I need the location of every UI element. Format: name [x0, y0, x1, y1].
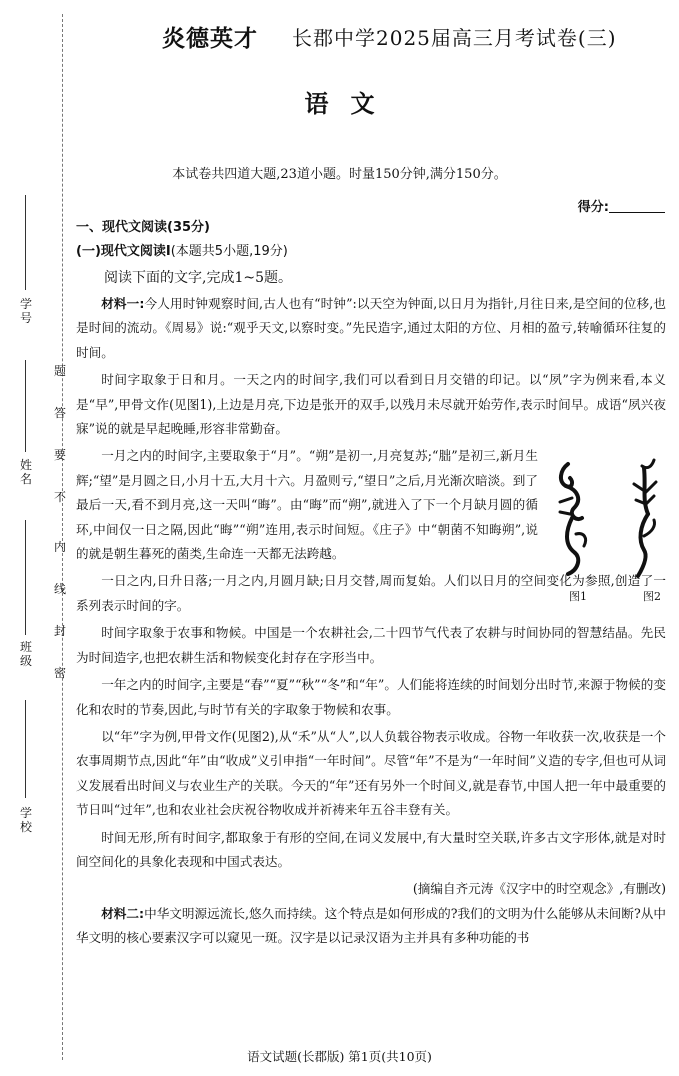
- paragraph: 材料二:中华文明源远流长,悠久而持续。这个特点是如何形成的?我们的文明为什么能够从未间断?从中华文明的核心要素汉字可以窥见一斑。汉字是以记录汉语为主并具有多种功能的书: [76, 905, 666, 946]
- seal-char: 封: [53, 624, 66, 638]
- subsection-title: [76, 240, 666, 264]
- paragraph: 材料一:今人用时钟观察时间,古人也有“时钟”:以天空为钟面,以日月为指针,月往日来,是空间的位移,也是时间的流动。《周易》说:“观乎天文,以察时变。”先民造字,通过太阳的方位、月相的盈亏,转喻循环往复的时间。: [76, 296, 666, 360]
- oracle-nian-glyph-figure: [624, 456, 668, 586]
- score-blank[interactable]: [609, 200, 665, 213]
- oracle-su-glyph-figure: [552, 456, 596, 586]
- material-label: 材料二:: [101, 905, 145, 921]
- seal-char: 不: [53, 490, 66, 504]
- reading-prompt: 阅读下面的文字,完成1~5题。: [104, 270, 292, 286]
- material-source: (摘编自齐元涛《汉字中的时空观念》,有删改): [412, 881, 666, 897]
- oracle-figures: [546, 456, 662, 606]
- paragraph: 一年之内的时间字,主要是“春”“夏”“秋”“冬”和“年”。人们能将连续的时间划分出时节,来源于物候的变化和农时的节奏,因此,与时节有关的字取象于物候和农事。: [76, 677, 666, 717]
- seal-char: 线: [53, 582, 66, 596]
- paragraph: 时间字取象于日和月。一天之内的时间字,我们可以看到日月交错的印记。以“夙”字为例来看,本义是“早”,甲骨文作(见图1),上边是月亮,下边是张开的双手,以残月未尽就开始劳作,表示时间早。成语“夙兴夜寐”说的就是早起晚睡,形容非常勤奋。: [76, 372, 666, 437]
- score-label: 得分:: [577, 200, 609, 215]
- paragraph: 时间字取象于农事和物候。中国是一个农耕社会,二十四节气代表了农耕与时间协同的智慧结晶。先民为时间造字,也把农耕生活和物候变化封存在字形当中。: [76, 625, 666, 665]
- figure-caption: 图2: [643, 590, 661, 603]
- seal-char: 要: [53, 448, 66, 462]
- seal-char: 答: [53, 406, 66, 420]
- seal-char: 题: [53, 364, 66, 378]
- paragraph: 以“年”字为例,甲骨文作(见图2),从“禾”从“人”,以人负载谷物表示收成。谷物一年收获一次,收获是一个农事周期节点,因此“年”由“收成”义引申指“一年时间”。尽管“年”不是为“一年时间”义造的专字,但也可从词义发展看出时间义与农业生产的关联。今天的“年”还有另外一个时间义,就是春节,中国人把一年中最重要的节日叫“过年”,也和农业社会庆祝谷物收成并祈祷来年五谷丰登有关。: [76, 728, 666, 818]
- seal-char: 内: [53, 540, 66, 554]
- subject-title: 语文: [304, 90, 397, 118]
- seal-char: 密: [53, 666, 66, 680]
- name-line[interactable]: [25, 360, 26, 452]
- paragraph: 时间无形,所有时间字,都取象于有形的空间,在词义发展中,有大量时空关联,许多古文字形体,就是对时间空间化的具象化表现和中国式表达。: [76, 829, 666, 869]
- school-label: 学校: [19, 806, 32, 834]
- name-label: 姓名: [19, 458, 32, 486]
- subsection-title-main: (一)现代文阅读Ⅰ: [76, 244, 171, 259]
- school-line[interactable]: [25, 700, 26, 798]
- section-title: 一、现代文阅读(35分): [76, 220, 210, 235]
- class-label: 班级: [19, 640, 32, 668]
- exam-header: [100, 20, 640, 56]
- subsection-title-note: (本题共5小题,19分): [170, 244, 288, 259]
- student-id-line[interactable]: [25, 195, 26, 290]
- brand-logo-text: 炎德英才: [162, 26, 258, 52]
- paragraph: 一月之内的时间字,主要取象于“月”。“朔”是初一,月亮复苏;“朏”是初三,新月生辉;“望”是月圆之日,小月十五,大月十六。月盈则亏,“望日”之后,月光渐次暗淡。到了最后一天,看不到月亮,这一天叫“晦”。由“晦”而“朔”,就进入了下一个月缺月圆的循环,中间仅一日之隔,因此“晦”“朔”连用,表示时间短。《庄子》中“朝菌不知晦朔”,说的就是朝生暮死的菌类,生命连一天都无法跨越。: [76, 448, 538, 562]
- figure-caption: 图1: [569, 590, 587, 603]
- exam-title: 长郡中学2025届高三月考试卷(三): [292, 26, 617, 50]
- material-label: 材料一:: [101, 296, 145, 311]
- exam-intro: 本试卷共四道大题,23道小题。时量150分钟,满分150分。: [172, 167, 507, 182]
- page-footer: 语文试题(长郡版) 第1页(共10页): [247, 1049, 432, 1064]
- paragraph: 一日之内,日升日落;一月之内,月圆月缺;日月交替,周而复始。人们以日月的空间变化为参照,创造了一系列表示时间的字。: [76, 573, 666, 613]
- student-id-label: 学号: [19, 297, 32, 325]
- class-line[interactable]: [25, 520, 26, 635]
- score-field[interactable]: [578, 196, 665, 215]
